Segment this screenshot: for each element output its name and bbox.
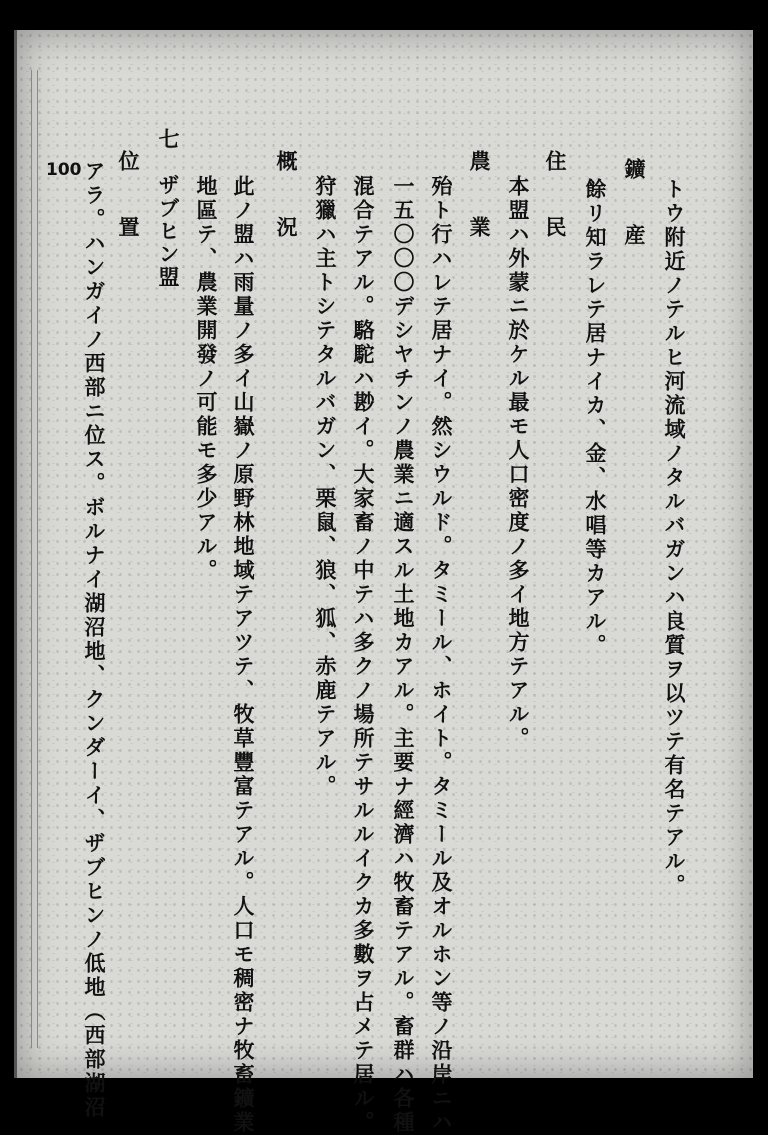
heading-location: 位 置 xyxy=(116,150,141,249)
heading-mining: 鑛 産 xyxy=(622,158,647,257)
heading-agriculture: 農 業 xyxy=(467,150,492,249)
text-line-16: アラ。ハンガイノ西部ニ位ス。ボルナイ湖沼地、クンダーイ、ザブヒンノ低地（西部湖沼 xyxy=(82,160,107,1120)
page-edge-line xyxy=(37,70,38,1048)
heading-inhabitants: 住 民 xyxy=(543,150,568,249)
text-line-13: 地區テ、農業開發ノ可能モ多少アル。 xyxy=(194,175,219,583)
text-line-12: 此ノ盟ハ雨量ノ多イ山嶽ノ原野林地域テアツテ、牧草豐富テアル。人口モ稠密ナ牧畜鑛業 xyxy=(231,175,256,1135)
text-line-5: 本盟ハ外蒙ニ於ケル最モ人口密度ノ多イ地方テアル。 xyxy=(506,175,531,751)
text-line-7: 殆ト行ハレテ居ナイ。然シウルド。タミール、ホイト。タミール及オルホン等ノ沿岸ニハ xyxy=(429,175,454,1135)
page-edge-line xyxy=(31,70,32,1048)
heading-overview: 概 況 xyxy=(274,150,299,249)
text-line-1: トウ附近ノテルヒ河流域ノタルバガンハ良質ヲ以ツテ有名テアル。 xyxy=(662,178,687,898)
text-line-10: 狩獵ハ主トシテタルバガン、栗鼠、狼、狐、赤鹿テアル。 xyxy=(313,175,338,799)
section-title-zavkhan: 七 ザブヒン盟 xyxy=(156,128,181,289)
text-line-8: 一五〇〇〇デシヤチンノ農業ニ適スル土地カアル。主要ナ經濟ハ牧畜テアル。畜群ハ各種 xyxy=(391,175,416,1135)
page-number: 100 xyxy=(46,160,82,180)
text-line-3: 餘リ知ラレテ居ナイカ、金、水唱等カアル。 xyxy=(583,178,608,658)
text-line-9: 混合テアル。駱駝ハ尠イ。大家畜ノ中テハ多クノ場所テサルルイクカ多數ヲ占メテ居ル。 xyxy=(351,175,376,1135)
